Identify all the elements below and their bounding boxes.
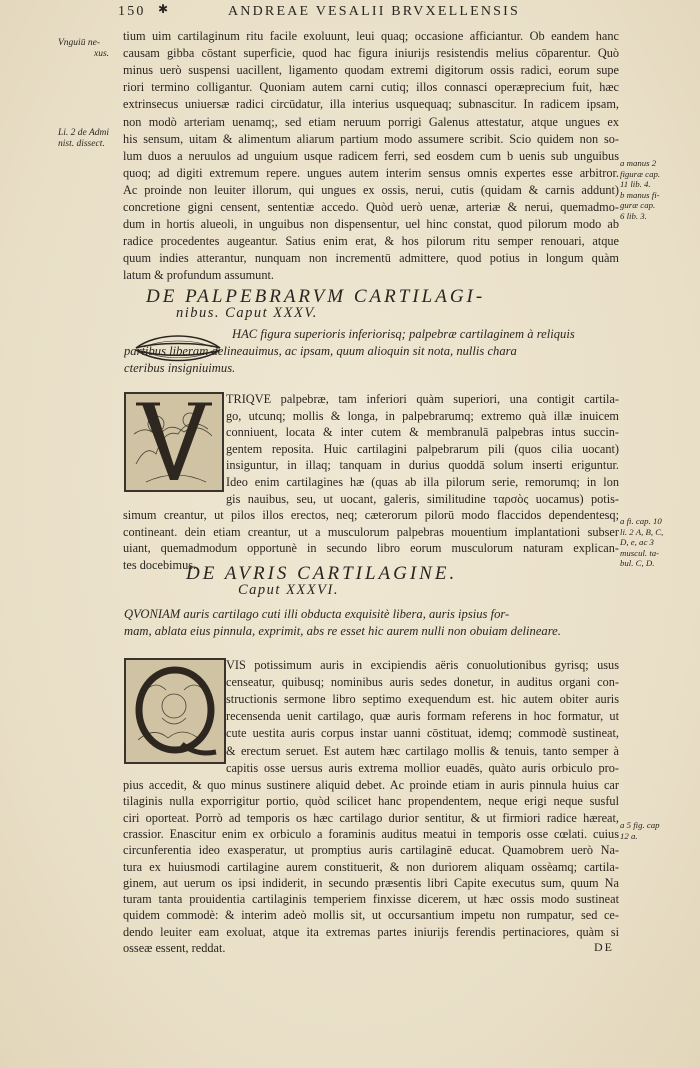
text-line: ciri oporteat. Porrò ad temporis os hæc cartilago durior sentitur, & ut firmiori radice hæreat,: [123, 810, 619, 825]
text-line: conniuent, locata & inter cutem & membranulā palpebras intus succin-: [226, 425, 619, 440]
caption-line: QVONIAM auris cartilago cuti illi obducta exquisitè libera, auris ipsius for-: [124, 607, 510, 621]
decorated-initial-q: [124, 658, 226, 764]
caption-line: cteribus insigniuimus.: [124, 361, 236, 375]
margin-note-line: guræ cap.: [620, 200, 656, 210]
text-line: quidem commodè: & interim adeò mollis sit, ut occursantium impetu non rumpatur, sed ce-: [123, 908, 619, 923]
page-number: 150: [118, 4, 146, 19]
text-line: recensenda uenit cartilago, quæ auris formam referens in hoc formatur, ut: [226, 709, 619, 724]
text-line: tes docebimus.: [123, 557, 197, 572]
text-line: tium uim cartilaginum ritu facile exoluunt, leui quaq; occasione afficiantur. Ob eandem hanc: [123, 29, 619, 43]
margin-note-line: 6 lib. 3.: [620, 210, 647, 221]
margin-note-galen: Li. 2 de Admi nist. dissect.: [58, 128, 110, 149]
margin-note-right-2: [620, 516, 696, 569]
initial-v-ornament-icon: [126, 394, 222, 490]
text-line: latum & profundum assumunt.: [123, 268, 274, 283]
margin-note-line: b manus fi-: [620, 189, 660, 200]
text-line: ginem, aut uerum os ipsi indiderit, in secundo præsentis libri Capite executus sum, quum Na: [123, 875, 619, 890]
text-line: TRIQVE palpebræ, tam inferiori quàm superiori, una contigit cartila-: [226, 392, 619, 406]
running-head: ANDREAE VESALII BRVXELLENSIS: [228, 4, 520, 19]
text-line: quum indies atterantur, nunquam non incrementū admittere, quod potius in longum quàm: [123, 251, 619, 266]
text-line: contineant. dein etiam creantur, ut a musculorum palpebras mouentium implantationi subser: [123, 524, 619, 539]
text-line: causam gibba cōstant superficie, quod hac figura iniurijs resistendis melius cōparentur. Quò: [123, 46, 619, 61]
text-line: go, utcunq; mollis & longa, in palpebrarumq; extremo quà illæ inuicem: [226, 408, 619, 423]
text-line: Ideo enim cartilagines hæ (quas ab illa pilorum serie, remorumq; in lon: [226, 475, 619, 489]
margin-note-line: figuræ cap.: [620, 168, 661, 179]
margin-note-unguium: Vnguiū ne- xus.: [58, 38, 110, 59]
text-line: VIS potissimum auris in excipiendis aëris conuolutionibus gyrisq; usus: [226, 658, 619, 672]
margin-note-line: muscul. ta-: [620, 547, 660, 558]
margin-note-line: a fi. cap. 10: [620, 516, 662, 526]
section-subheading-ear: Caput XXXVI.: [238, 582, 339, 598]
text-line: gentem reposita. Huic cartilagini palpebrarum pili (quos cilia uocant): [226, 441, 619, 456]
text-line: simum creantur, ut pilos illos erectos, neq; cæterorum pilorū modo flaccidos dependentesq;: [123, 508, 619, 522]
margin-note-line: li. 2 A, B, C,: [620, 526, 664, 537]
initial-q-ornament-icon: [126, 660, 224, 762]
section-heading-eyelids: DE PALPEBRARVM CARTILAGI-: [146, 286, 486, 307]
margin-note-line: 11 lib. 4.: [620, 179, 651, 189]
text-line: quoq; ad digiti extremum repere. ungues autem interim sensus omnis expertes esse arbitror.: [123, 165, 619, 180]
caption-line: partibus liberam delineauimus, ac ipsam, quum alioquin sit nota, nullis chara: [124, 344, 517, 358]
text-line: extrinsecus uniuersæ radici circūdatur, illa interius usquequaq; subnascitur. In radicem ipsam,: [123, 97, 619, 112]
decorated-initial-v: [124, 392, 224, 492]
text-line: tura ex huiusmodi cartilagine aurem constituerit, & non duriorem aliquam ossèamq; cartila-: [123, 859, 619, 874]
text-line: censeatur, quibusq; nominibus auris sedes donetur, in auditus organi con-: [226, 675, 619, 690]
margin-note-line: D, e, ac 3: [620, 537, 654, 547]
text-line: radice procedentes augeantur. Satius enim erat, & hos pilorum ritu semper renouari, atque: [123, 234, 619, 249]
margin-note-right-1: [620, 158, 696, 221]
margin-note-line: a manus 2: [620, 158, 657, 168]
text-line: dum in hortis alueoli, in unguibus non dispensentur, uel hinc constat, quod pilorum modo ab: [123, 217, 619, 232]
text-line: minus uerò suspensi uacillent, ligamento quodam extremi digitorum ossis radici, eorum supe: [123, 63, 619, 78]
text-line: pius accedit, & quo minus sustinere aliquid debet. Ac proinde etiam in auris pinnula huius car: [123, 778, 619, 792]
section-subheading-eyelids: nibus. Caput XXXV.: [176, 305, 318, 321]
text-line: crassior. Enascitur enim ex orbiculo a foraminis auditus meatui in temporis osse cœlati. cuius: [123, 826, 619, 841]
caption-line: mam, ablata eius pinnula, exprimit, abs re esset hic aurem nulli non obuiam delineare.: [124, 624, 561, 638]
text-line: turam tanta prouidentia cartilaginis temperiem finxisse dicerem, ut hæc ossis modo sustineat: [123, 892, 619, 907]
margin-note-line: 12 a.: [620, 830, 638, 841]
margin-note-line: a 5 fig. cap: [620, 820, 660, 830]
text-line: osseæ essent, reddat.: [123, 941, 226, 955]
text-line: insiguntur, in illaq; tanquam in durius quoddā solum inserti eriguntur.: [226, 458, 619, 473]
margin-note-line: bul. C, D.: [620, 558, 655, 568]
caption-line: HAC figura superioris inferiorisq; palpebræ cartilaginem à reliquis: [232, 327, 575, 341]
text-line: Ac proinde non leuiter illorum, qui ungues ex ossis, nerui, cutis (quidam & carnis addunt): [123, 182, 619, 197]
text-line: structionis sermone libro septimo exequendum est. hic autem obiter auris: [226, 692, 619, 707]
text-line: uiant, quemadmodum opportunè in secundo libro eorum musculorum naturam explican-: [123, 541, 619, 556]
text-line: circunferentia ideo exasperatur, ut promptius auris cartilaginē educat. Quamobrem uerò Na-: [123, 843, 619, 858]
text-line: his sensum, uitam & alimentum aliarum partium modo assumere scribit. Scio quidem non so-: [123, 131, 619, 146]
text-line: cute uestita auris corpus instar uanni cōstituat, idemq; commodè sustineat,: [226, 726, 619, 741]
section-heading-ear: DE AVRIS CARTILAGINE.: [186, 563, 458, 584]
text-line: gis nauibus, seu, ut uocant, galeris, similitudine ταρσὸς uocamus) potis-: [226, 491, 619, 506]
text-line: capitis osse uersus auris extrema mollior euadēs, quàto auris orbiculo pro-: [226, 760, 619, 775]
text-line: non modò arteriam uenamq;, sed etiam neruum porrigi Galenus attestatur, atque ungues ex: [123, 114, 619, 129]
margin-note-right-3: [620, 820, 696, 841]
text-line: riori termino colligantur. Quoniam autem carni cutiq; illos connasci operæprecium fuit, hæc: [123, 80, 619, 95]
text-line: concretione gigni censent, sententiæ accedo. Quòd uerò uenæ, arteriæ & nerui, quemadmo-: [123, 200, 619, 214]
asterisk-mark: ✱: [158, 2, 171, 16]
text-line: tilaginis nulla exporrigitur portio, quòd scilicet hanc propendentem, neque erigi neque susful: [123, 794, 619, 809]
text-line: & erectum seruet. Est autem hæc cartilago mollis & tenuis, tanto semper à: [226, 743, 619, 758]
text-line: dendo leuiter eam exoluat, atque ita extremas partes iniurijs ferendis pertinaciores, quàm si: [123, 924, 619, 939]
catchword: DE: [594, 940, 614, 954]
page-header: [118, 4, 638, 26]
text-line: lum duos a neruulos ad unguium usque radicem ferri, sed eosdem cum b uenis sub unguibus: [123, 148, 619, 163]
